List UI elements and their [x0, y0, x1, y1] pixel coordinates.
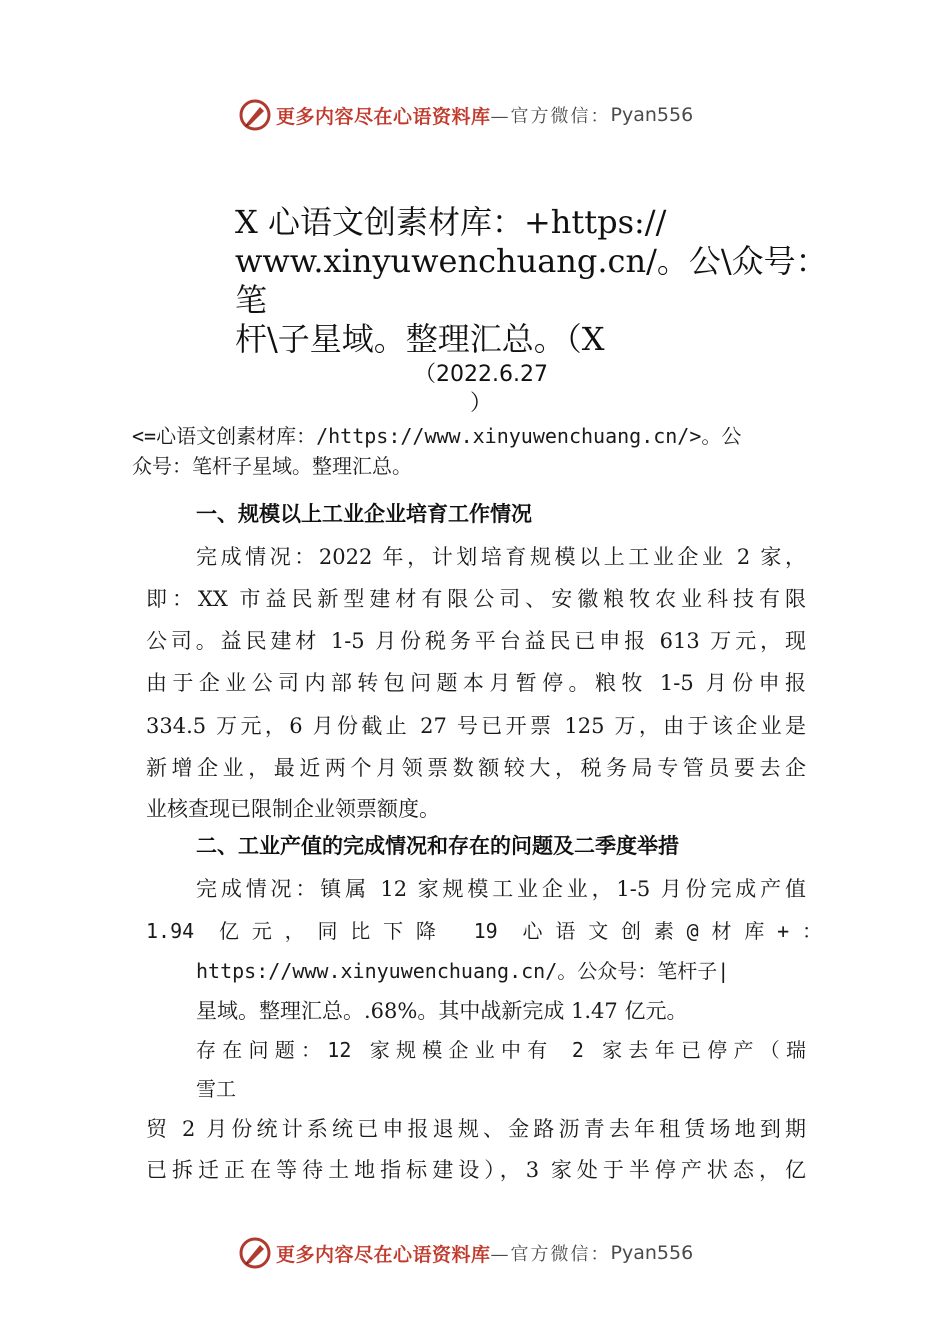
section1-line: 即：XX 市益民新型建材有限公司、安徽粮牧农业科技有限 [146, 587, 806, 611]
section1-line: 334.5 万元，6 月份截止 27 号已开票 125 万，由于该企业是 [146, 714, 806, 738]
header-banner [238, 97, 693, 133]
section1-line: 新增企业，最近两个月领票数额较大，税务局专管员要去企 [146, 756, 806, 780]
section2-line: 贸 2 月份统计系统已申报退规、金路沥青去年租赁场地到期 [146, 1117, 806, 1141]
section2-line: 雪工 [196, 1077, 236, 1101]
date-line-1: （2022.6.27 [414, 362, 548, 387]
title-line-2: www.xinyuwenchuang.cn/。公\众号：笔 [235, 242, 828, 319]
section2-heading: 二、工业产值的完成情况和存在的问题及二季度举措 [196, 834, 679, 858]
pen-nib-logo-icon [238, 1236, 272, 1270]
section1-line: 公司。益民建材 1-5 月份税务平台益民已申报 613 万元，现 [146, 629, 806, 653]
notice-line-2: 众号：笔杆子星域。整理汇总。 [132, 454, 412, 478]
banner-red-text: 更多内容尽在心语资料库 [276, 1243, 491, 1266]
footer-banner [238, 1235, 693, 1271]
section2-line: 星域。整理汇总。.68%。其中战新完成 1.47 亿元。 [196, 999, 688, 1023]
banner-dash-text: —官方微信： [490, 106, 611, 127]
banner-handle: Pyan556 [610, 104, 694, 126]
section1-line: 业核查现已限制企业领票额度。 [146, 797, 440, 821]
date-line-2: ） [469, 391, 492, 416]
section1-line: 完成情况：2022 年，计划培育规模以上工业企业 2 家， [196, 545, 806, 569]
pen-nib-logo-icon [238, 98, 272, 132]
title-line-1: X 心语文创素材库：+https:// [235, 203, 667, 241]
section2-line: 已拆迁正在等待土地指标建设），3 家处于半停产状态，亿 [146, 1158, 806, 1182]
section2-line: https://www.xinyuwenchuang.cn/。公众号：笔杆子| [196, 959, 730, 983]
notice-line-1: <=心语文创素材库：/https://www.xinyuwenchuang.cn/>。公 [132, 424, 742, 448]
section2-line: 完成情况：镇属 12 家规模工业企业，1-5 月份完成产值 [196, 877, 806, 901]
banner-dash-text: —官方微信： [490, 1244, 611, 1265]
section1-heading: 一、规模以上工业企业培育工作情况 [196, 502, 532, 526]
banner-handle: Pyan556 [610, 1242, 694, 1264]
section2-line: 1.94 亿元，同比下降 19 心语文创素@材库+： [146, 919, 822, 943]
banner-red-text: 更多内容尽在心语资料库 [276, 105, 491, 128]
document-title [235, 203, 835, 359]
title-line-3: 杆\子星域。整理汇总。（X [235, 320, 605, 358]
section2-line: 存在问题：12 家规模企业中有 2 家去年已停产（瑞 [196, 1038, 806, 1062]
section1-line: 由于企业公司内部转包问题本月暂停。粮牧 1-5 月份申报 [146, 671, 806, 695]
